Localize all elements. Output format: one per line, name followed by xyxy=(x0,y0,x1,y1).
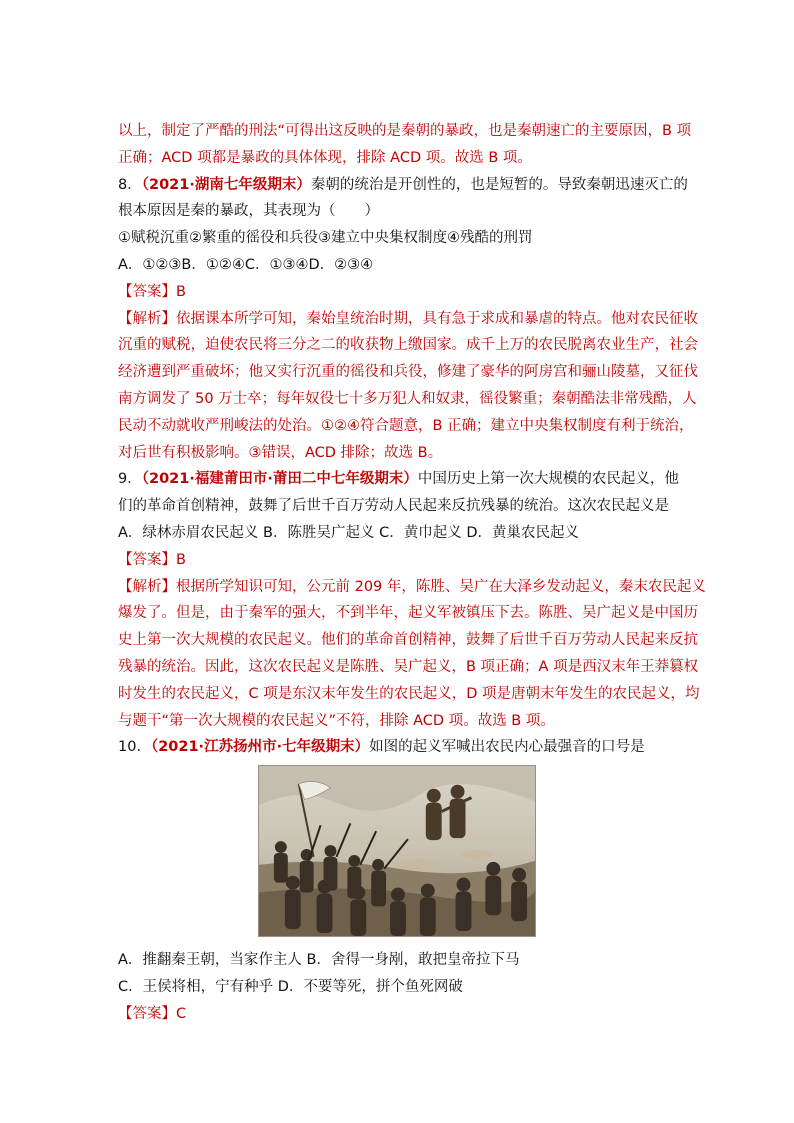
figure-container xyxy=(118,765,684,941)
answer-value: C xyxy=(176,1005,187,1022)
analysis-label: 【解析】 xyxy=(118,310,176,327)
question-number: 8． xyxy=(118,176,142,193)
q8-analysis-line: 经济遭到严重破坏；他又实行沉重的徭役和兵役，修建了豪华的阿房宫和骊山陵墓，又征伐 xyxy=(118,364,698,381)
q8-analysis-line: 对后世有积极影响。③错误，ACD 排除；故选 B。 xyxy=(118,444,443,461)
question-stem: 秦朝的统治是开创性的，也是短暂的。导致秦朝迅速灭亡的 xyxy=(310,176,688,193)
q7-analysis-line: 正确；ACD 项都是暴政的具体体现，排除 ACD 项。故选 B 项。 xyxy=(118,149,532,166)
q9-options: A．绿林赤眉农民起义 B．陈胜吴广起义 C．黄巾起义 D．黄巢农民起义 xyxy=(118,524,579,541)
q8-answer xyxy=(118,279,684,306)
question-source: （2021·江苏扬州市·七年级期末） xyxy=(150,739,370,756)
q9-analysis-line: 与题干“第一次大规模的农民起义”不符，排除 ACD 项。故选 B 项。 xyxy=(118,712,555,729)
question-stem: 如图的起义军喊出农民内心最强音的口号是 xyxy=(369,739,645,756)
q8-analysis-line: 沉重的赋税，迫使农民将三分之二的收获物上缴国家。成千上万的农民脱离农业生产，社会 xyxy=(118,337,698,354)
q10-options-cd: C．王侯将相，宁有种乎 D．不要等死，拼个鱼死网破 xyxy=(118,978,463,995)
analysis-label: 【解析】 xyxy=(118,578,176,595)
answer-label: 【答案】 xyxy=(118,551,176,568)
q10-answer xyxy=(118,1001,684,1028)
answer-label: 【答案】 xyxy=(118,283,176,300)
q9-analysis-line: 爆发了。但是，由于秦军的强大，不到半年，起义军被镇压下去。陈胜、吴广起义是中国历 xyxy=(118,605,698,622)
q8-statements: ①赋税沉重②繁重的徭役和兵役③建立中央集权制度④残酷的刑罚 xyxy=(118,230,533,247)
q9-analysis-line: 时发生的农民起义，C 项是东汉末年发生的农民起义，D 项是唐朝末年发生的农民起义，均 xyxy=(118,685,700,702)
q8-stem-line xyxy=(118,172,688,199)
answer-value: B xyxy=(176,283,186,300)
q9-answer xyxy=(118,547,684,574)
q8-stem-line: 根本原因是秦的暴政，其表现为（ ） xyxy=(118,203,379,220)
question-stem: 中国历史上第一次大规模的农民起义，他 xyxy=(417,471,679,488)
question-number: 10． xyxy=(118,739,151,756)
q9-stem-line: 们的革命首创精神，鼓舞了后世千百万劳动人民起来反抗残暴的统治。这次农民起义是 xyxy=(118,498,669,515)
q9-analysis-line: 史上第一次大规模的农民起义。他们的革命首创精神，鼓舞了后世千百万劳动人民起来反抗 xyxy=(118,632,698,649)
answer-label: 【答案】 xyxy=(118,1005,176,1022)
q8-analysis-line: 民动不动就收严刑峻法的处治。①②④符合题意，B 正确；建立中央集权制度有利于统治， xyxy=(118,417,694,434)
q8-options: A．①②③B．①②④C．①③④D．②③④ xyxy=(118,256,374,273)
q8-analysis-line: 南方调发了 50 万士卒；每年奴役七十多万犯人和奴隶，徭役繁重；秦朝酷法非常残酷，人 xyxy=(118,390,697,407)
page-content xyxy=(118,118,706,1028)
q7-analysis-line: 以上，制定了严酷的刑法“可得出这反映的是秦朝的暴政，也是秦朝速亡的主要原因，B 项 xyxy=(118,123,692,139)
q10-stem-line xyxy=(118,734,684,761)
q9-analysis-line: 残暴的统治。因此，这次农民起义是陈胜、吴广起义，B 项正确；A 项是西汉末年王莽篡权 xyxy=(118,658,699,675)
answer-value: B xyxy=(176,551,186,568)
q9-analysis-line: 【解析】根据所学知识可知，公元前 209 年，陈胜、吴广在大泽乡发动起义，秦末农民起义 xyxy=(118,578,706,595)
q9-stem-line xyxy=(118,466,684,493)
q8-analysis-line: 【解析】依据课本所学可知，秦始皇统治时期，具有急于求成和暴虐的特点。他对农民征收 xyxy=(118,310,698,327)
question-source: （2021·湖南七年级期末） xyxy=(141,176,311,193)
q10-options-ab: A．推翻秦王朝，当家作主人 B．舍得一身剐，敢把皇帝拉下马 xyxy=(118,952,520,969)
question-number: 9． xyxy=(118,471,142,488)
question-source: （2021·福建莆田市·莆田二中七年级期末） xyxy=(141,471,418,488)
uprising-painting xyxy=(258,765,536,937)
uprising-painting-illustration xyxy=(259,766,535,936)
